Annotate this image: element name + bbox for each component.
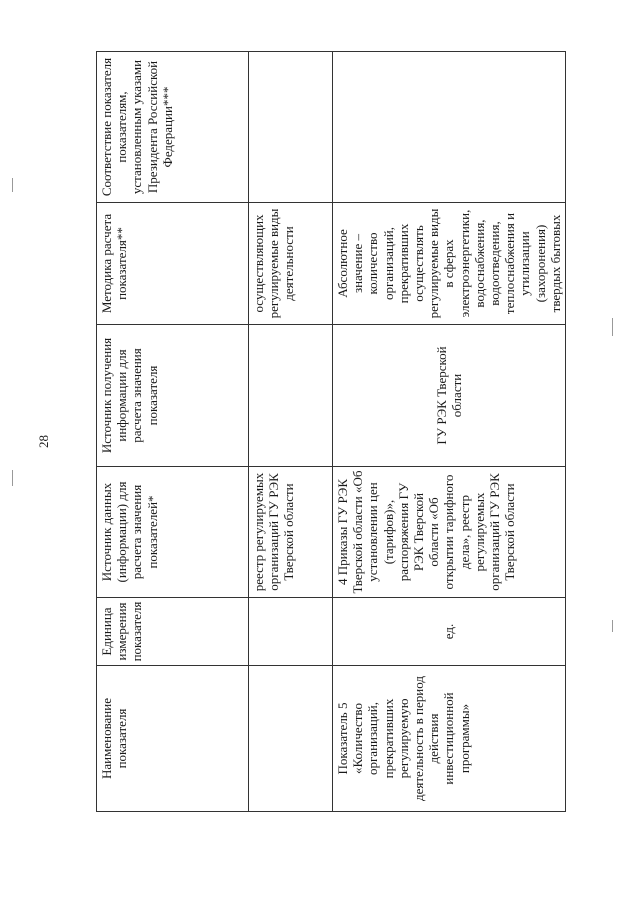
table-row-continued — [249, 52, 333, 812]
cell-method: Абсолютное значение – количество организаций, прекративших осуществлять регулируемые виды в сферах электроэнергетики, водоснабжения, водоотведения, теплоснабжения и утилизации (захоронения) твердых бытовых — [333, 203, 566, 325]
cell-unit — [249, 598, 333, 666]
cell-compliance — [333, 52, 566, 203]
scan-speck — [612, 620, 613, 632]
cell-unit: ед. — [333, 598, 566, 666]
header-indicator-name: Наименование показателя — [97, 666, 249, 812]
header-info-source: Источник получения информации для расчета значения показателя — [97, 325, 249, 467]
cell-name: Показатель 5 «Количество организаций, прекративших регулируемую деятельность в период действия инвестиционной программы» — [333, 666, 566, 812]
header-row — [97, 52, 249, 812]
scan-speck — [12, 178, 13, 192]
scan-speck — [612, 318, 613, 336]
cell-name — [249, 666, 333, 812]
cell-data-source: реестр регулируемых организаций ГУ РЭК Тверской области — [249, 467, 333, 598]
table-row-indicator-5 — [333, 52, 566, 812]
cell-info-source: ГУ РЭК Тверской области — [333, 325, 566, 467]
rotated-table-sheet — [96, 52, 584, 812]
header-compliance: Соответствие показателя показателям, установленным указами Президента Российской Федерации*** — [97, 52, 249, 203]
header-data-source: Источник данных (информации) для расчета значения показателей* — [97, 467, 249, 598]
page-number: 28 — [36, 435, 51, 448]
cell-data-source: 4 Приказы ГУ РЭК Тверской области «Об установлении цен (тарифов)», распоряжения ГУ РЭК Тверской области «Об открытии тарифного дела», реестр регулируемых организаций ГУ РЭК Тверской области — [333, 467, 566, 598]
header-method: Методика расчета показателя** — [97, 203, 249, 325]
cell-compliance — [249, 52, 333, 203]
scan-speck — [12, 470, 13, 486]
cell-method: осуществляющих регулируемые виды деятельности — [249, 203, 333, 325]
cell-info-source — [249, 325, 333, 467]
header-unit: Единица измерения показателя — [97, 598, 249, 666]
indicator-table — [96, 51, 566, 812]
